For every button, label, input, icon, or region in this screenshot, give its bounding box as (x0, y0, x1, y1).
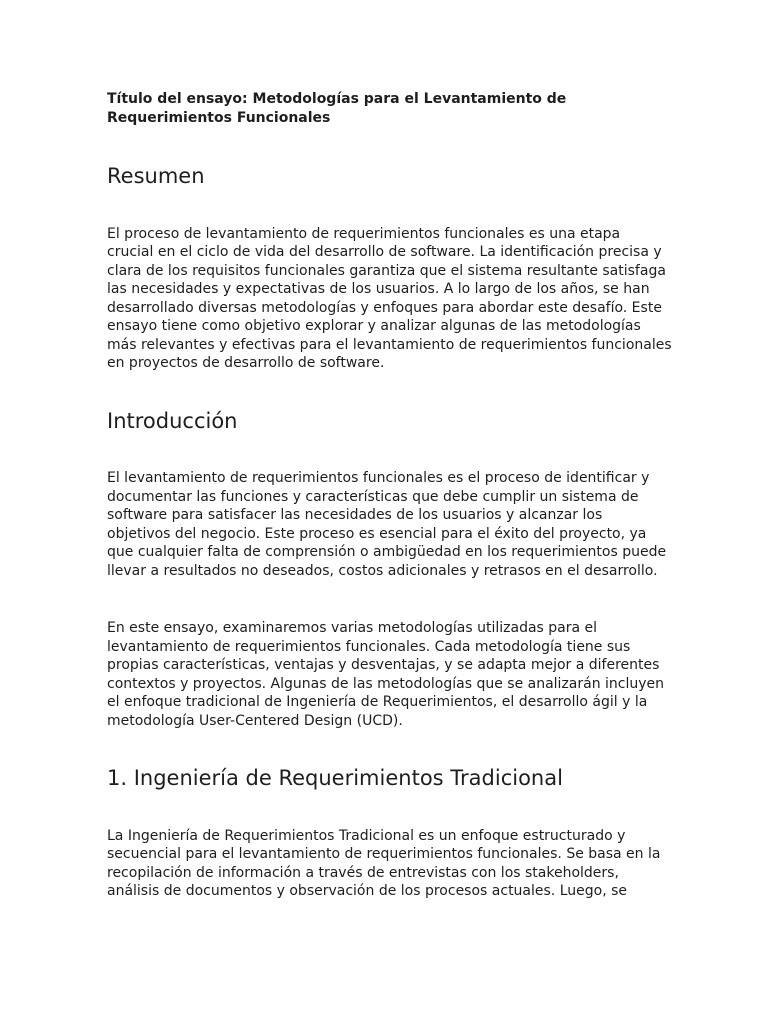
text-line: secuencial para el levantamiento de requerimientos funcionales. Se basa en la (107, 846, 661, 862)
section-heading-resumen: Resumen (107, 164, 205, 188)
text-line: ensayo tiene como objetivo explorar y analizar algunas de las metodologías (107, 318, 641, 334)
text-line: levantamiento de requerimientos funcionales. Cada metodología tiene sus (107, 638, 631, 655)
title-line: Requerimientos Funcionales (107, 110, 331, 126)
text-line: análisis de documentos y observación de los procesos actuales. Luego, se (107, 883, 628, 899)
text-line: en proyectos de desarrollo de software. (107, 355, 385, 371)
text-line: propias características, ventajas y desventajas, y se adapta mejor a diferentes (107, 657, 660, 673)
text-line: software para satisfacer las necesidades de los usuarios y alcanzar los (107, 507, 603, 523)
text-line: más relevantes y efectivas para el levantamiento de requerimientos funcionales (107, 336, 672, 353)
text-line: El levantamiento de requerimientos funcionales es el proceso de identificar y (107, 470, 650, 486)
paragraph-resumen (107, 225, 677, 373)
document-page (107, 90, 677, 901)
text-line: que cualquier falta de comprensión o ambigüedad en los requerimientos puede (107, 544, 667, 560)
text-line: las necesidades y expectativas de los usuarios. A lo largo de los años, se han (107, 281, 650, 297)
text-line: clara de los requisitos funcionales garantiza que el sistema resultante satisfaga (107, 262, 666, 279)
section-heading-ingenieria: 1. Ingeniería de Requerimientos Tradicional (107, 766, 563, 790)
paragraph-introduccion-2 (107, 619, 677, 730)
text-line: llevar a resultados no deseados, costos adicionales y retrasos en el desarrollo. (107, 562, 658, 579)
document-title (107, 90, 677, 128)
text-line: recopilación de información a través de entrevistas con los stakeholders, (107, 864, 619, 881)
text-line: desarrollado diversas metodologías y enfoques para abordar este desafío. Este (107, 299, 662, 316)
text-line: crucial en el ciclo de vida del desarrollo de software. La identificación precisa y (107, 244, 662, 260)
text-line: metodología User-Centered Design (UCD). (107, 712, 403, 729)
section-heading-introduccion: Introducción (107, 408, 238, 433)
text-line: objetivos del negocio. Este proceso es esencial para el éxito del proyecto, ya (107, 525, 647, 542)
text-line: documentar las funciones y características que debe cumplir un sistema de (107, 488, 639, 505)
title-line: Título del ensayo: Metodologías para el Levantamiento de (107, 91, 567, 107)
text-line: El proceso de levantamiento de requerimientos funcionales es una etapa (107, 225, 621, 242)
text-line: el enfoque tradicional de Ingeniería de Requerimientos, el desarrollo ágil y la (107, 694, 648, 710)
text-line: contextos y proyectos. Algunas de las metodologías que se analizarán incluyen (107, 675, 665, 692)
text-line: La Ingeniería de Requerimientos Tradicional es un enfoque estructurado y (107, 827, 626, 844)
paragraph-introduccion-1 (107, 469, 677, 580)
paragraph-ingenieria (107, 827, 677, 901)
text-line: En este ensayo, examinaremos varias metodologías utilizadas para el (107, 620, 598, 636)
